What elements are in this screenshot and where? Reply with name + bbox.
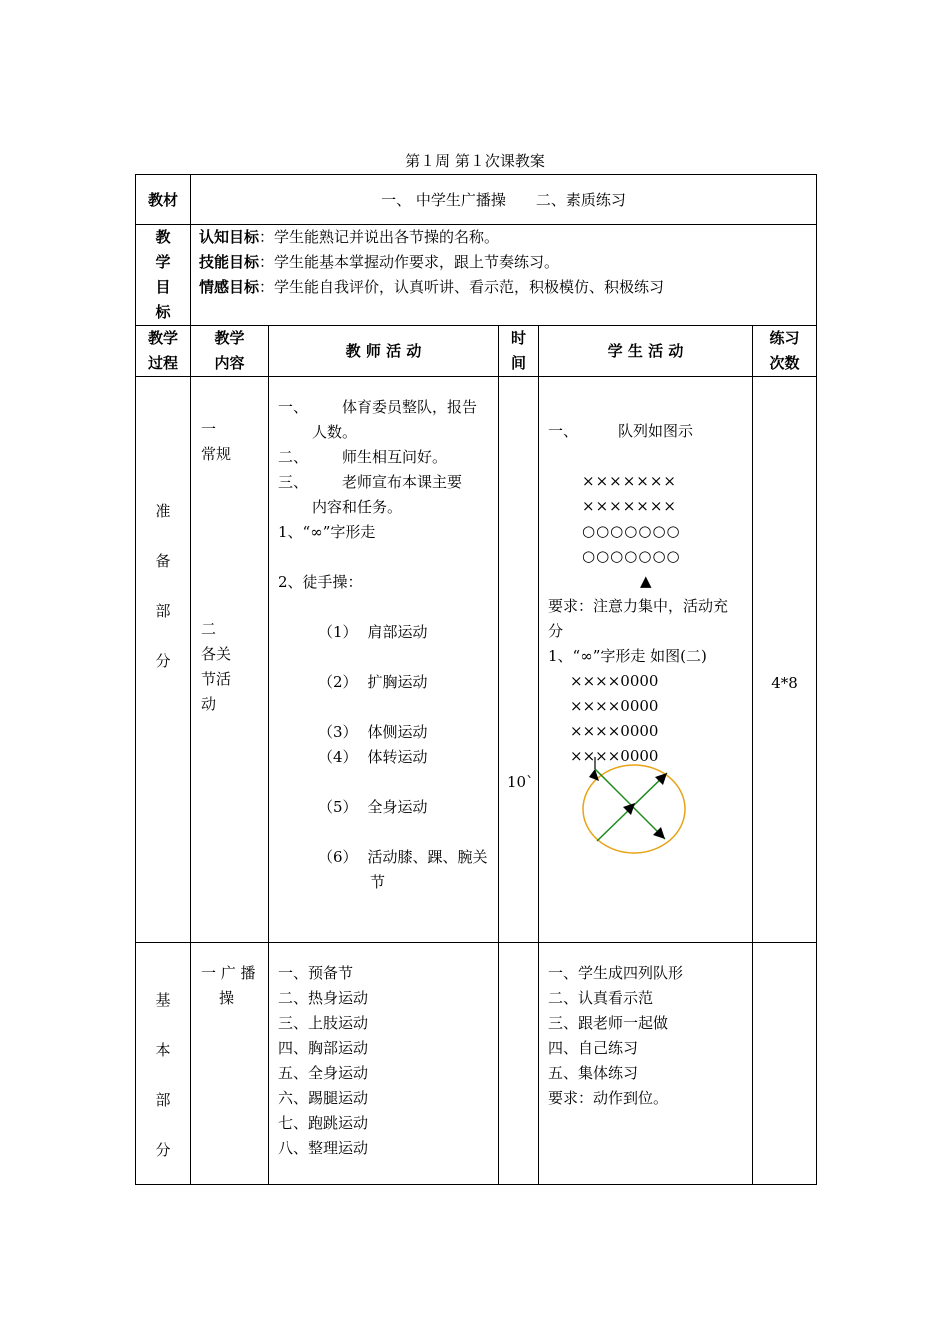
header-reps: 练习 次数 [753, 326, 817, 377]
basic-section-label: 基 本 部 分 [136, 943, 191, 1185]
teacher-triangle-icon: ▲ [640, 572, 652, 590]
header-time: 时 间 [499, 326, 539, 377]
material-label: 教材 [136, 175, 191, 225]
header-student: 学 生 活 动 [539, 326, 753, 377]
basic-content: 一 广 播 操 [191, 943, 269, 1185]
header-row [136, 326, 817, 377]
document-title: 第１周 第１次课教案 [405, 152, 545, 170]
prep-teacher: 一、 体育委员整队，报告 人数。 二、 师生相互问好。 三、 老师宣布本课主要 内容和任务。 1、“∞”字形走 2、徒手操： （1） 肩部运动 （2） 扩胸运动 （3） 体侧运动 （4） 体转运动 （5） 全身运动 （6） 活动膝、踝、腕关 节 [269, 377, 499, 943]
objective-emotion: 情感目标：学生能自我评价，认真听讲、看示范，积极模仿、积极练习 [199, 278, 665, 296]
figure-eight-walk-diagram [577, 757, 697, 857]
objective-skill: 技能目标：学生能基本掌握动作要求，跟上节奏练习。 [199, 253, 560, 271]
lesson-plan-table [135, 174, 817, 1185]
material-row [136, 175, 817, 225]
formation-row-o1: ○○○○○○○ [582, 522, 681, 540]
cross-line-1 [595, 769, 665, 839]
header-content: 教学 内容 [191, 326, 269, 377]
basic-student: 一、学生成四列队形 二、认真看示范 三、跟老师一起做 四、自己练习 五、集体练习 要求：动作到位。 [539, 943, 753, 1185]
prep-student: 一、 队列如图示 ××××××× ××××××× ○○○○○○○ ○○○○○○○ ▲ 要求：注意力集中，活动充 分 1、“∞”字形走 如图(二) ××××0000 ××××0000 ××××0000 ××××0000 [539, 377, 753, 943]
objectives-row [136, 225, 817, 326]
objectives-content [191, 225, 817, 326]
material-content: 一、 中学生广播操 二、素质练习 [191, 175, 817, 225]
basic-teacher: 一、预备节 二、热身运动 三、上肢运动 四、胸部运动 五、全身运动 六、踢腿运动 七、跑跳运动 八、整理运动 [269, 943, 499, 1185]
header-process: 教学 过程 [136, 326, 191, 377]
formation-row-x1: ××××××× [582, 472, 677, 490]
prep-row [136, 377, 817, 943]
prep-content: 一 常规 二 各关 节活 动 [191, 377, 269, 943]
formation-row-x2: ××××××× [582, 497, 677, 515]
prep-section-label: 准 备 部 分 [136, 377, 191, 943]
objective-cognitive: 认知目标：学生能熟记并说出各节操的名称。 [199, 228, 500, 246]
objectives-label: 教 学 目 标 [136, 225, 191, 326]
formation-row-o2: ○○○○○○○ [582, 547, 681, 565]
header-teacher: 教 师 活 动 [269, 326, 499, 377]
basic-reps [753, 943, 817, 1185]
basic-time [499, 943, 539, 1185]
basic-row [136, 943, 817, 1185]
prep-time: 10` [499, 377, 539, 943]
prep-reps: 4*8 [753, 377, 817, 943]
